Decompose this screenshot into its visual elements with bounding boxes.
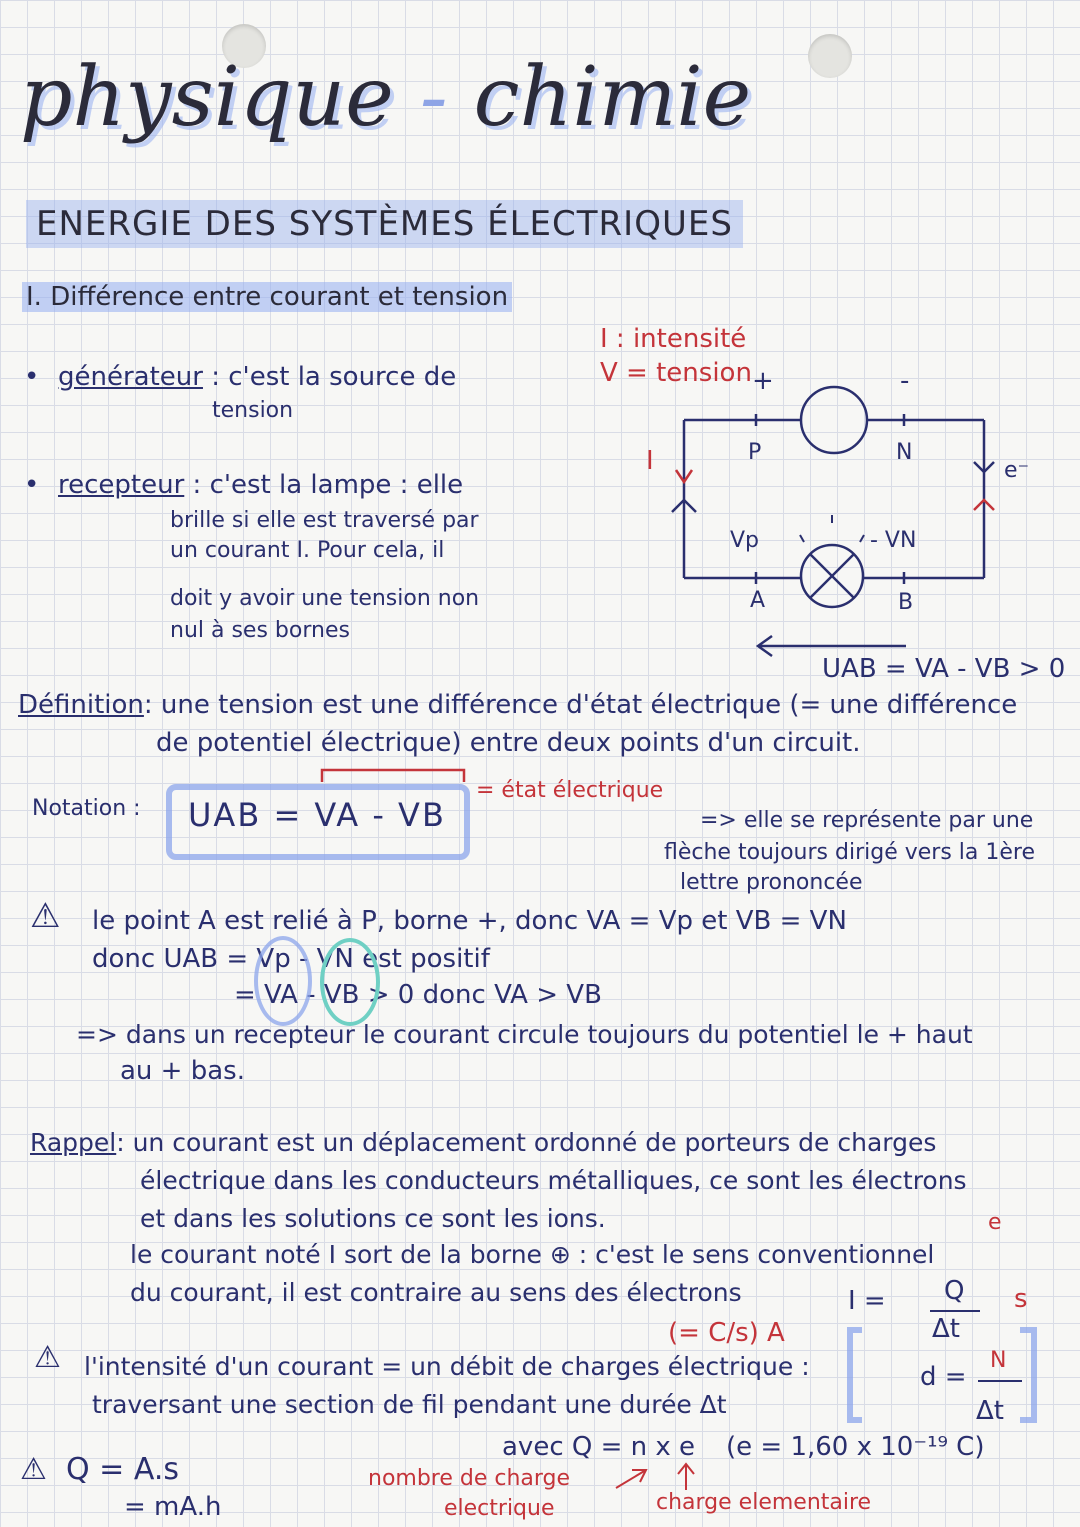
intensity-unit: (= C/s) A — [668, 1318, 785, 1348]
highlight-circle — [254, 936, 312, 1026]
warning-icon: ⚠ — [20, 1452, 47, 1487]
generator-line-1: : c'est la source de — [211, 362, 457, 392]
receiver-line-4: doit y avoir une tension non — [170, 586, 480, 611]
label-b: B — [898, 590, 914, 615]
warning2-line-1: l'intensité d'un courant = un débit de charges électrique : — [84, 1352, 810, 1381]
arrow-note-line-2: flèche toujours dirigé vers la 1ère — [664, 840, 1036, 865]
lamp-ray — [860, 535, 864, 542]
formula-i-label: I = — [848, 1286, 886, 1316]
rappel-line-3: et dans les solutions ce sont les ions. — [140, 1204, 606, 1233]
definition-line-2: de potentiel électrique) entre deux points d'un circuit. — [156, 728, 861, 758]
warning1-line-1: le point A est relié à P, borne +, donc VA = Vp et VB = VN — [92, 906, 847, 936]
formula-d-label: d = — [920, 1362, 967, 1392]
label-minus: - — [900, 366, 910, 396]
fraction-bar — [930, 1310, 980, 1312]
label-plus: + — [752, 366, 774, 396]
warning-icon: ⚠ — [34, 1340, 61, 1375]
generator-symbol — [801, 387, 867, 453]
rappel-text-1: : un courant est un déplacement ordonné de porteurs de charges — [116, 1128, 937, 1157]
warning1-line-4: => dans un recepteur le courant circule toujours du potentiel le + haut — [76, 1020, 973, 1049]
formula-n: N — [990, 1348, 1007, 1373]
state-note: = état électrique — [476, 778, 664, 803]
note-elementary-charge: charge elementaire — [656, 1490, 872, 1515]
warning2-line-2: traversant une section de fil pendant une durée Δt — [92, 1390, 727, 1419]
label-p: P — [748, 440, 762, 465]
units-line-1: Q = A.s — [66, 1452, 179, 1487]
receiver-line-1: : c'est la lampe : elle — [192, 470, 464, 500]
notation-formula: UAB = VA - VB — [188, 796, 446, 834]
note-number-of-charges-2: electrique — [444, 1496, 555, 1521]
note-number-of-charges: nombre de charge — [368, 1466, 571, 1491]
definition-label: Définition — [18, 690, 144, 720]
receiver-line-5: nul à ses bornes — [170, 618, 350, 643]
label-a: A — [750, 588, 766, 613]
receiver-line-2: brille si elle est traversé par — [170, 508, 479, 533]
title-dash: - — [419, 50, 448, 145]
title-part-1: physique — [20, 50, 394, 145]
rappel-electron-note: e — [988, 1210, 1002, 1235]
rappel-line-4: le courant noté I sort de la borne ⊕ : c'est le sens conventionnel — [130, 1240, 935, 1269]
lamp-ray — [800, 535, 804, 542]
voltage-relation: UAB = VA - VB > 0 — [822, 654, 1066, 684]
warning1-line-2: donc UAB = Vp - VN est positif — [92, 944, 490, 974]
highlight-circle — [320, 938, 380, 1026]
label-electron: e⁻ — [1004, 458, 1030, 483]
state-bracket — [322, 770, 464, 782]
receiver-line-3: un courant I. Pour cela, il — [170, 538, 445, 563]
label-vp: Vp — [730, 528, 760, 553]
rappel-line-1 — [30, 1128, 936, 1157]
rappel-line-5: du courant, il est contraire au sens des électrons — [130, 1278, 742, 1307]
generator-line-2: tension — [212, 398, 294, 423]
legend-voltage: V = tension — [600, 358, 752, 388]
label-vn: - VN — [870, 528, 917, 553]
title-part-2: chimie — [473, 50, 752, 145]
arrow-note-line-1: => elle se représente par une — [700, 808, 1034, 833]
notation-label: Notation : — [32, 796, 141, 821]
warning1-line-3: = VA - VB > 0 donc VA > VB — [234, 980, 602, 1010]
receiver-term: recepteur — [58, 470, 185, 500]
rappel-label: Rappel — [30, 1128, 117, 1157]
warning1-line-5: au + bas. — [120, 1056, 245, 1086]
bullet-dot: • — [24, 470, 40, 500]
formula-s: s — [1014, 1284, 1028, 1314]
legend-intensity: I : intensité — [600, 324, 747, 354]
formula-dt-2: Δt — [976, 1396, 1004, 1426]
formula-dt: Δt — [932, 1314, 960, 1344]
chapter-heading: ENERGIE DES SYSTÈMES ÉLECTRIQUES — [26, 200, 743, 248]
label-i: I — [646, 446, 654, 476]
fraction-bar — [978, 1380, 1022, 1382]
arrow-note-line-3: lettre prononcée — [680, 870, 863, 895]
warning2-line-3: avec Q = n x e — [502, 1432, 696, 1462]
bullet-dot: • — [24, 362, 40, 392]
formula-q: Q — [944, 1276, 965, 1306]
formula-bracket — [850, 1330, 862, 1420]
formula-bracket — [1020, 1330, 1034, 1420]
label-n: N — [896, 440, 913, 465]
generator-term: générateur — [58, 362, 203, 392]
warning-icon: ⚠ — [30, 896, 61, 936]
elementary-charge-value: (e = 1,60 x 10⁻¹⁹ C) — [726, 1432, 985, 1462]
definition-text-1: : une tension est une différence d'état électrique (= une différence — [143, 690, 1018, 720]
section-heading: I. Différence entre courant et tension — [22, 282, 512, 312]
units-line-2: = mA.h — [124, 1492, 222, 1522]
rappel-line-2: électrique dans les conducteurs métalliques, ce sont les électrons — [140, 1166, 967, 1195]
definition-line-1 — [18, 690, 1017, 720]
